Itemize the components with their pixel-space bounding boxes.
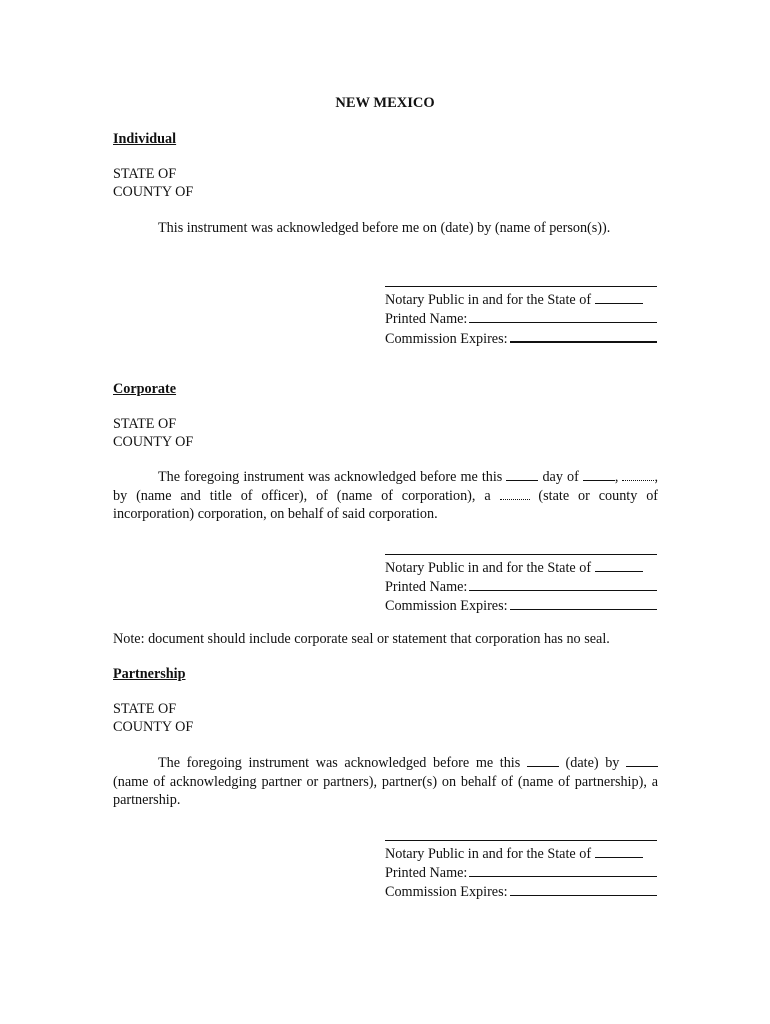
date-blank bbox=[527, 754, 559, 767]
individual-state-label: STATE OF bbox=[113, 166, 177, 182]
individual-county-label: COUNTY OF bbox=[113, 184, 194, 200]
partnership-county-label: COUNTY OF bbox=[113, 719, 194, 735]
partnership-body: The foregoing instrument was acknowledged before me this (date) by (name of acknowledging partner or partners), partner(s) on behalf of (name of partnership), a partnership. bbox=[113, 755, 658, 808]
commission-expires-blank bbox=[510, 882, 657, 896]
commission-expires-blank bbox=[510, 328, 657, 343]
printed-name-label: Printed Name: bbox=[385, 311, 468, 327]
individual-signature-block bbox=[385, 286, 657, 348]
signature-line bbox=[385, 554, 657, 555]
signature-line bbox=[385, 286, 657, 287]
corporate-note: Note: document should include corporate seal or statement that corporation has no seal. bbox=[113, 631, 610, 647]
notary-state-label: Notary Public in and for the State of bbox=[385, 292, 592, 308]
day-blank bbox=[506, 468, 538, 481]
year-blank bbox=[622, 468, 654, 481]
notary-state-blank bbox=[595, 558, 643, 572]
commission-expires-label: Commission Expires: bbox=[385, 884, 508, 900]
corporate-signature-block bbox=[385, 554, 657, 615]
printed-name-blank bbox=[469, 309, 657, 323]
corporate-body: The foregoing instrument was acknowledged before me this day of , , by (name and title of officer), of (name of corporation), a (state or county of incorporation) corporation, on behalf of said corporation. bbox=[113, 469, 659, 522]
partnership-signature-block bbox=[385, 840, 657, 901]
commission-expires-label: Commission Expires: bbox=[385, 331, 508, 347]
corporate-state-label: STATE OF bbox=[113, 416, 177, 432]
printed-name-label: Printed Name: bbox=[385, 865, 468, 881]
individual-body: This instrument was acknowledged before me on (date) by (name of person(s)). bbox=[158, 220, 611, 236]
notary-state-blank bbox=[595, 290, 643, 304]
printed-name-blank bbox=[469, 863, 657, 877]
notary-state-label: Notary Public in and for the State of bbox=[385, 560, 592, 576]
corporate-heading: Corporate bbox=[113, 381, 177, 397]
commission-expires-blank bbox=[510, 596, 657, 610]
partnership-state-label: STATE OF bbox=[113, 701, 177, 717]
state-blank bbox=[500, 487, 530, 500]
month-blank bbox=[583, 468, 615, 481]
printed-name-blank bbox=[469, 577, 657, 591]
printed-name-label: Printed Name: bbox=[385, 579, 468, 595]
individual-heading: Individual bbox=[113, 131, 177, 147]
notary-state-blank bbox=[595, 844, 643, 858]
document-title: NEW MEXICO bbox=[335, 95, 435, 111]
partnership-heading: Partnership bbox=[113, 666, 186, 682]
commission-expires-label: Commission Expires: bbox=[385, 598, 508, 614]
corporate-county-label: COUNTY OF bbox=[113, 434, 194, 450]
signature-line bbox=[385, 840, 657, 841]
notary-state-label: Notary Public in and for the State of bbox=[385, 846, 592, 862]
partner-blank bbox=[626, 754, 658, 767]
